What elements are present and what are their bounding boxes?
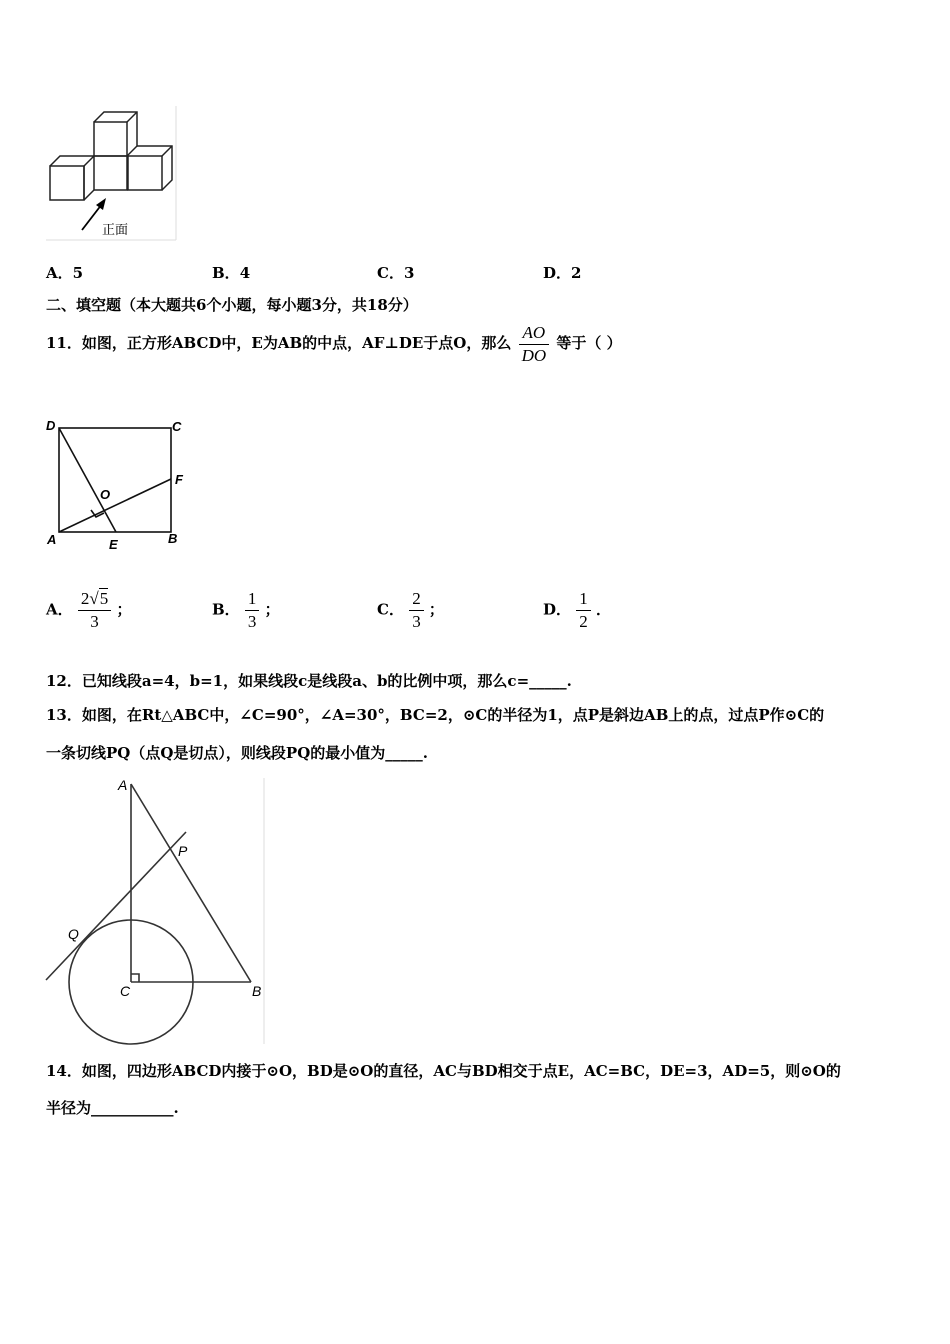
q11-fraction: $\frac{AO}{DO}$ [519, 322, 550, 367]
q13-stem-line1: 13．如图，在Rt△ABC中，∠C=90°，∠A=30°，BC=2，⊙C的半径为1，点P是斜边AB上的点，过点P作⊙C的 [46, 706, 825, 724]
svg-text:B: B [252, 983, 262, 999]
q14-stem-line2: 半径为___________. [46, 1099, 179, 1117]
svg-text:F: F [175, 472, 183, 487]
q10-option-d: D．2 [543, 264, 582, 282]
svg-text:P: P [178, 843, 188, 859]
q11-option-d: D． $\frac{1}{2}$ ． [543, 589, 611, 631]
q13-stem-line2: 一条切线PQ（点Q是切点），则线段PQ的最小值为_____. [46, 744, 428, 762]
svg-text:B: B [168, 531, 178, 546]
svg-text:E: E [109, 537, 118, 552]
front-label: 正面 [102, 222, 129, 237]
square-figure [44, 414, 194, 554]
q11-option-c: C． $\frac{2}{3}$ ； [377, 589, 444, 631]
q10-option-c: C．3 [377, 264, 415, 282]
q10-option-a: A．5 [46, 264, 84, 282]
q14-stem-line1: 14．如图，四边形ABCD内接于⊙O，BD是⊙O的直径，AC与BD相交于点E，AC=BC，DE=3，AD=5，则⊙O的 [46, 1062, 841, 1080]
q11-option-b: B． $\frac{1}{3}$ ； [212, 589, 280, 631]
svg-text:Q: Q [68, 926, 79, 942]
q11-option-a: A． $\frac{2√5}{3}$ ； [46, 589, 132, 631]
svg-text:O: O [100, 487, 111, 502]
q10-option-b: B．4 [212, 264, 251, 282]
q12-stem: 12．已知线段a=4，b=1，如果线段c是线段a、b的比例中项，那么c=_____. [46, 672, 572, 690]
cube-figure [44, 104, 180, 244]
q11-stem: 11．如图，正方形ABCD中，E为AB的中点，AF⊥DE于点O，那么 $\frac{AO}{DO}$ 等于（ ） [46, 322, 622, 365]
section-heading: 二、填空题（本大题共6个小题，每小题3分，共18分） [46, 296, 418, 314]
triangle-circle-figure [44, 774, 270, 1046]
svg-text:D: D [46, 418, 56, 433]
svg-text:C: C [120, 983, 131, 999]
svg-text:A: A [47, 532, 57, 547]
svg-text:A: A [118, 777, 128, 793]
svg-text:C: C [172, 419, 182, 434]
